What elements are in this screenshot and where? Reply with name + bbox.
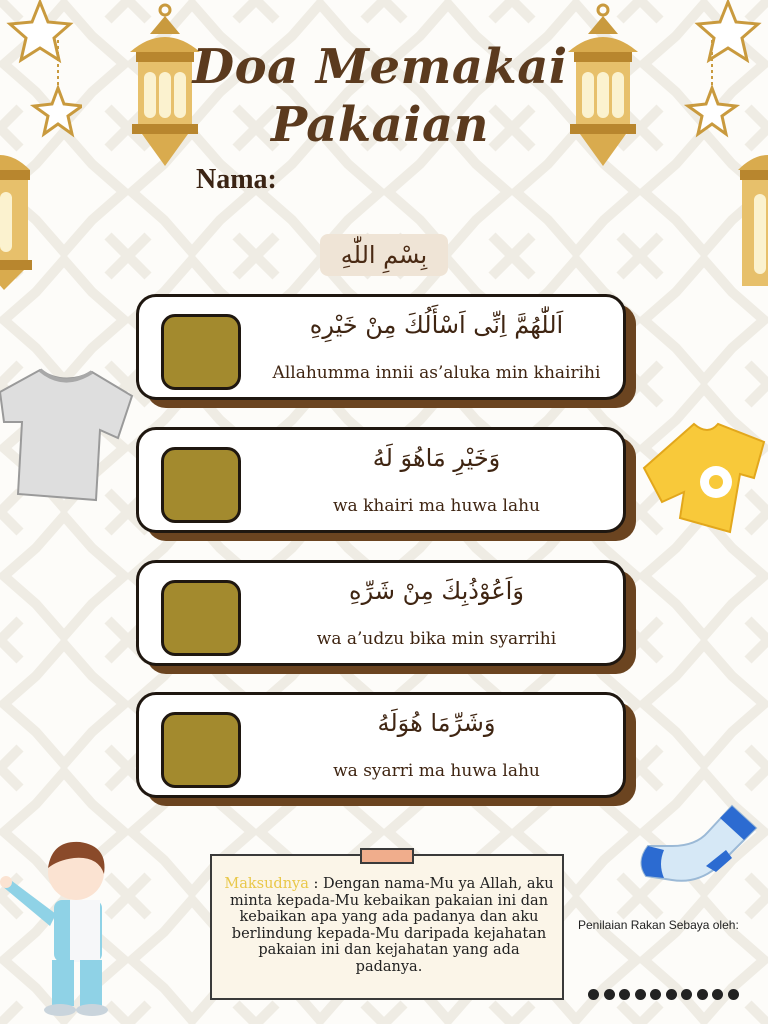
child-icon (0, 838, 112, 1020)
dot (650, 989, 661, 1000)
name-label: Nama: (196, 164, 277, 195)
lantern-icon (736, 140, 768, 290)
checkbox[interactable] (161, 712, 241, 788)
dot (728, 989, 739, 1000)
sock-icon (636, 802, 760, 884)
meaning-note (210, 854, 564, 1000)
dot (635, 989, 646, 1000)
dot (604, 989, 615, 1000)
baby-shirt-icon (636, 414, 768, 538)
star-icon (2, 0, 82, 150)
verse-latin: Allahumma innii as’aluka min khairihi (272, 363, 601, 383)
verse-arabic: وَاَعُوْذُبِكَ مِنْ شَرِّهِ (349, 577, 524, 605)
verse-card-2 (136, 427, 636, 541)
meaning-label: Maksudnya (224, 876, 309, 892)
verse-latin: wa syarri ma huwa lahu (333, 761, 540, 781)
checkbox[interactable] (161, 580, 241, 656)
checkbox[interactable] (161, 447, 241, 523)
meaning-text (224, 876, 554, 975)
verse-card-3 (136, 560, 636, 674)
peer-rating-label: Penilaian Rakan Sebaya oleh: (578, 918, 739, 932)
tape-decoration (360, 848, 414, 864)
star-icon (684, 0, 768, 150)
dot (681, 989, 692, 1000)
title-line-1: Doa Memakai (192, 39, 568, 95)
lantern-icon (0, 140, 34, 290)
basmalah-badge: بِسْمِ اللّٰهِ (320, 234, 448, 276)
dot (712, 989, 723, 1000)
verse-arabic: وَشَرِّمَا هُوَلَهُ (377, 709, 496, 737)
verse-card-1 (136, 294, 636, 408)
dot (619, 989, 630, 1000)
title-line-2: Pakaian (271, 97, 489, 153)
dot (588, 989, 599, 1000)
meaning-body: : Dengan nama-Mu ya Allah, aku minta kepada-Mu kebaikan pakaian ini dan kebaikan apa yang ada padanya dan aku berlindung kepada-Mu daripada kejahatan pakaian ini dan kejahatan yang ada padanya. (229, 876, 554, 975)
tshirt-icon (0, 362, 136, 504)
checkbox[interactable] (161, 314, 241, 390)
dot (697, 989, 708, 1000)
signature-dots (588, 985, 758, 999)
dot (666, 989, 677, 1000)
verse-latin: wa khairi ma huwa lahu (333, 496, 540, 516)
page-title (180, 38, 580, 154)
verse-latin: wa a’udzu bika min syarrihi (316, 629, 557, 649)
verse-arabic: وَخَيْرِ مَاهُوَ لَهُ (372, 444, 501, 472)
verse-arabic: اَللّٰهُمَّ اِنِّى اَسْأَلُكَ مِنْ خَيْرِهِ (309, 311, 564, 339)
verse-card-4 (136, 692, 636, 806)
